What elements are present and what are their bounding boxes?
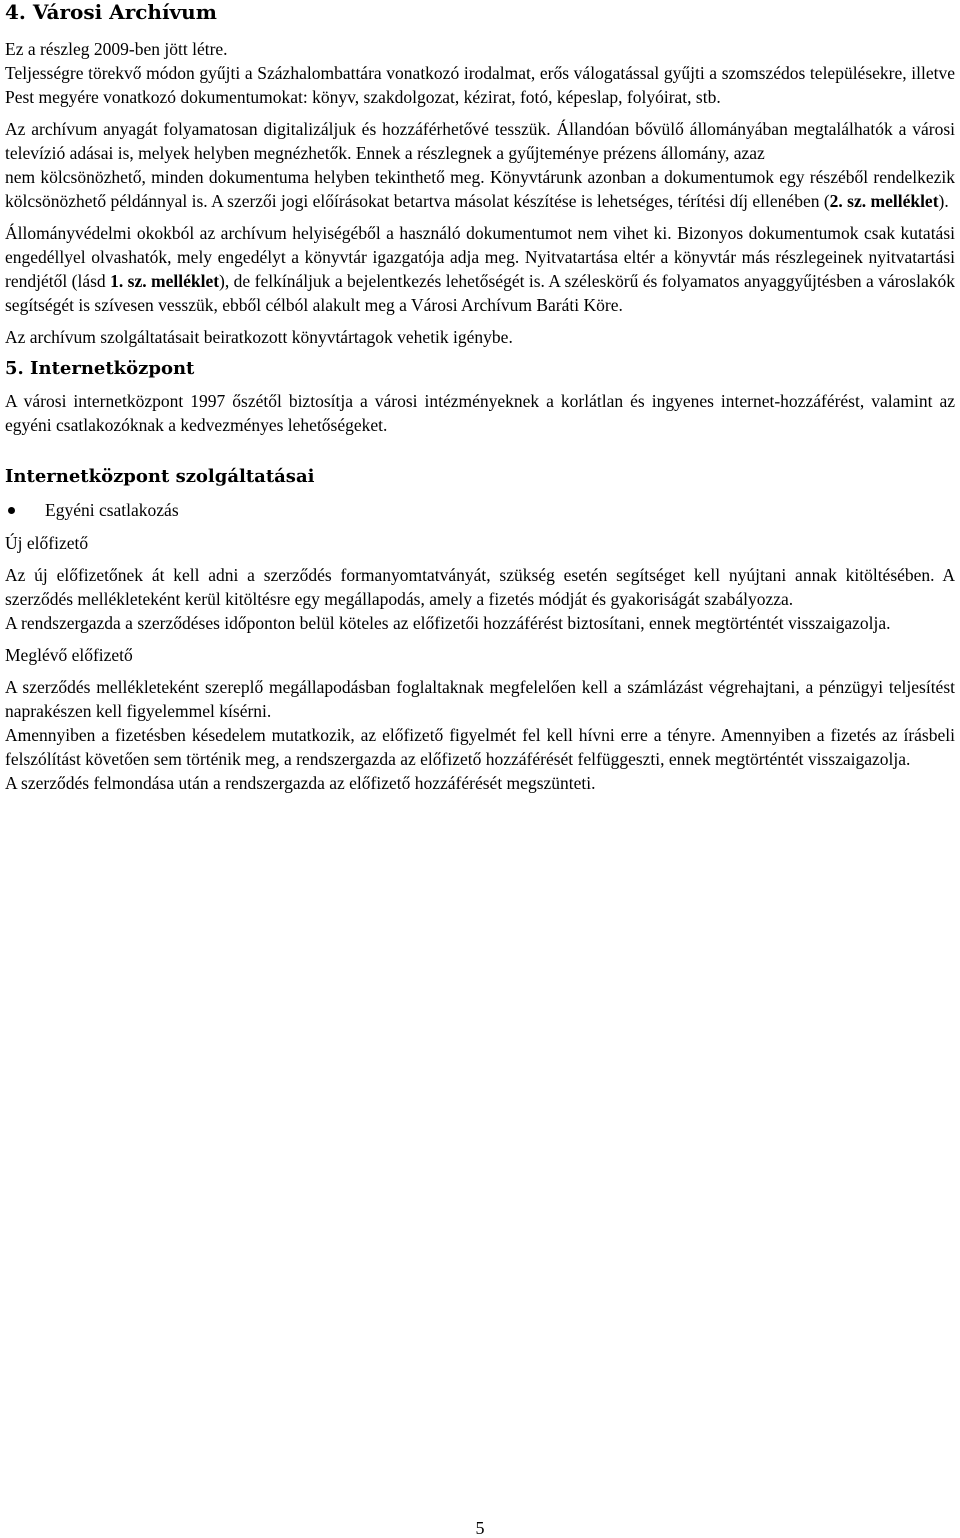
page-number: 5 [475,1518,485,1538]
existing-subscriber-subheading: Meglévő előfizető [5,645,133,665]
existing-subscriber-paragraph-3: A szerződés felmondása után a rendszergazda az előfizető hozzáférését megszünteti. [5,773,596,793]
section-4-paragraph-4: Az archívum szolgáltatásait beiratkozott könyvtártagok vehetik igénybe. [5,327,513,347]
section-5-paragraph-1: A városi internetközpont 1997 őszétől biztosítja a városi intézményeknek a korlátlan és ingyenes internet-hozzáférést, valamint az egyéni csatlakozóknak a kedvezményes lehetőségeket. [5,391,955,435]
new-subscriber-paragraph-2: A rendszergazda a szerződéses időponton belül köteles az előfizetői hozzáférést biztosítani, ennek megtörténtét visszaigazolja. [5,613,891,633]
section-4-heading: 4. Városi Archívum [5,0,217,24]
bullet-item-individual-connection [5,497,955,523]
section-5-heading: 5. Internetközpont [5,358,195,379]
section-4-intro-line: Ez a részleg 2009-ben jött létre. [5,39,228,59]
paragraph-2b-end: ). [938,191,949,211]
section-4-paragraph-3 [5,221,955,317]
new-subscriber-subheading: Új előfizető [5,533,89,553]
appendix-2-reference: 2. sz. melléklet [829,191,939,211]
section-4-paragraph-2b [5,165,955,213]
new-subscriber-paragraph-1: Az új előfizetőnek át kell adni a szerződés formanyomtatványát, szükség esetén segítséget kell nyújtani annak kitöltésében. A szerződés mellékleteként kerül kitöltésre egy megállapodás, amely a fizetés módját és gyakoriságát szabályozza. [5,565,955,609]
bullet-label: Egyéni csatlakozás [45,500,179,520]
section-4-paragraph-1: Teljességre törekvő módon gyűjti a Százhalombattára vonatkozó irodalmat, erős válogatással gyűjti a szomszédos településekre, illetve Pest megyére vonatkozó dokumentumokat: könyv, szakdolgozat, kézirat, fotó, képeslap, folyóirat, stb. [5,63,955,107]
bullet-icon [8,507,15,514]
appendix-1-reference: 1. sz. melléklet [110,271,220,291]
section-4-paragraph-2a: Az archívum anyagát folyamatosan digitalizáljuk és hozzáférhetővé tesszük. Állandóan bővülő állományában megtalálhatók a városi televízió adásai is, melyek helyben megnézhetők. Ennek a részlegnek a gyűjteménye prézens állomány, azaz [5,119,955,163]
services-heading: Internetközpont szolgáltatásai [5,466,315,487]
paragraph-3-text-b: ), de felkínáljuk a bejelentkezés lehetőségét is. A széleskörű és folyamatos anyaggyűjtésben a városlakók segítségét is szívesen vesszük, ebből célból alakult meg a Városi Archívum Baráti Köre. [5,271,955,315]
paragraph-2b-text: nem kölcsönözhető, minden dokumentuma helyben tekinthető meg. Könyvtárunk azonban a dokumentumok egy részéből rendelkezik kölcsönözhető példánnyal is. A szerzői jogi előírásokat betartva másolat készítése is lehetséges, térítési díj ellenében ( [5,167,955,211]
page-content [5,0,955,795]
existing-subscriber-paragraph-2: Amennyiben a fizetésben késedelem mutatkozik, az előfizető figyelmét fel kell hívni erre a tényre. Amennyiben a fizetés az írásbeli felszólítást követően sem történik meg, a rendszergazda az előfizető hozzáférését felfüggeszti, ennek megtörténtét visszaigazolja. [5,725,955,769]
paragraph-3-text-a: Állományvédelmi okokból az archívum helyiségéből a használó dokumentumot nem vihet ki. Bizonyos dokumentumok csak kutatási engedéllyel olvashatók, mely engedélyt a könyvtár igazgatója adja meg. Nyitvatartása eltér a könyvtár más részlegeinek nyitvatartási rendjétől (lásd [5,223,955,291]
existing-subscriber-paragraph-1: A szerződés mellékleteként szereplő megállapodásban foglaltaknak megfelelően kell a számlázást végrehajtani, a pénzügyi teljesítést naprakészen kell figyelemmel kísérni. [5,677,955,721]
